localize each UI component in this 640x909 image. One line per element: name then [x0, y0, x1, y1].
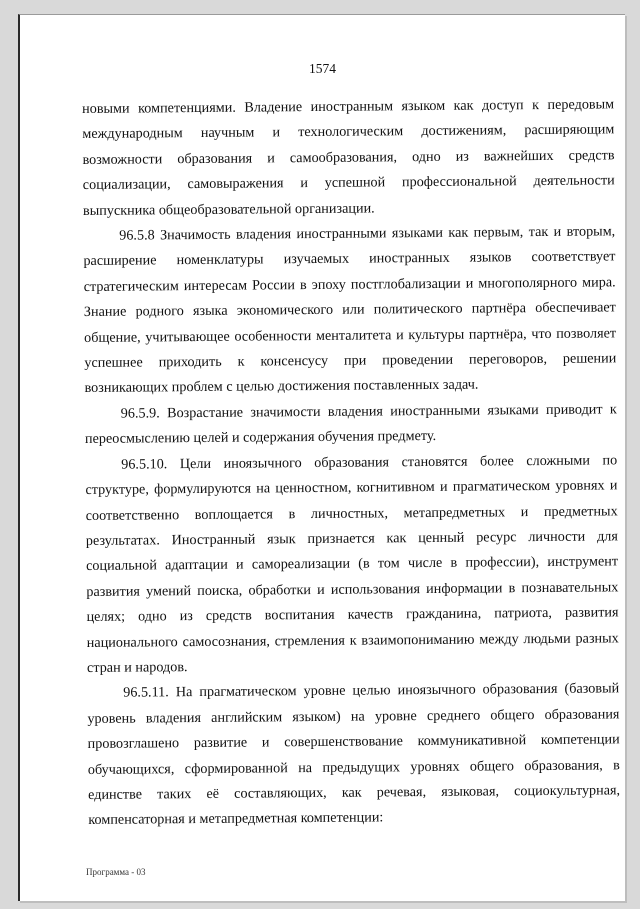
paragraph-96-5-10: 96.5.10. Цели иноязычного образования становятся более сложными по структуре, формулируются на ценностном, когнитивном и прагматическом уровнях и соответственно воплощается в личностных, метапредметных и предметных результатах. Иностранный язык признается как ценный ресурс личности для социальной адаптации и самореализации (в том числе в профессии), инструмент развития умений поиска, обработки и использования информации в познавательных целях; одно из средств воспитания качеств гражданина, патриота, развития национального самосознания, стремления к взаимопониманию между людьми разных стран и народов.: [85, 452, 619, 676]
paragraph-96-5-9: 96.5.9. Возрастание значимости владения иностранными языками приводит к переосмыслению целей и содержания обучения предмету.: [84, 401, 617, 448]
page-number: 1574: [309, 61, 336, 76]
paragraph-96-5-11: 96.5.11. На прагматическом уровне целью иноязычного образования (базовый уровень владения английским языком) на уровне среднего общего образования провозглашено развитие и совершенствование коммуникативной компетенции обучающихся, сформированной на предыдущих уровнях общего образования, в единстве таких её составляющих, как речевая, языковая, социокультурная, компенсаторная и метапредметная компетенции:: [87, 680, 621, 829]
paragraph-96-5-8: 96.5.8 Значимость владения иностранными языками как первым, так и вторым, расширение номенклатуры изучаемых иностранных языков соответствует стратегическим интересам России в эпоху постглобализации и многополярного мира. Знание родного языка экономического или политического партнёра обеспечивает общение, учитывающее особенности менталитета и культуры партнёра, что позволяет успешнее приходить к консенсусу при проведении переговоров, решении возникающих проблем с целью достижения поставленных задач.: [83, 223, 617, 397]
page-footer: Программа - 03: [86, 867, 146, 877]
paragraph-continuation: новыми компетенциями. Владение иностранным языком как доступ к передовым международным научным и технологическим достижениям, расширяющим возможности образования и самообразования, одно из важнейших средств социализации, самовыражения и успешной профессиональной деятельности выпускника общеобразовательной организации.: [82, 96, 615, 219]
document-page: [18, 14, 625, 901]
document-body: [82, 92, 620, 833]
